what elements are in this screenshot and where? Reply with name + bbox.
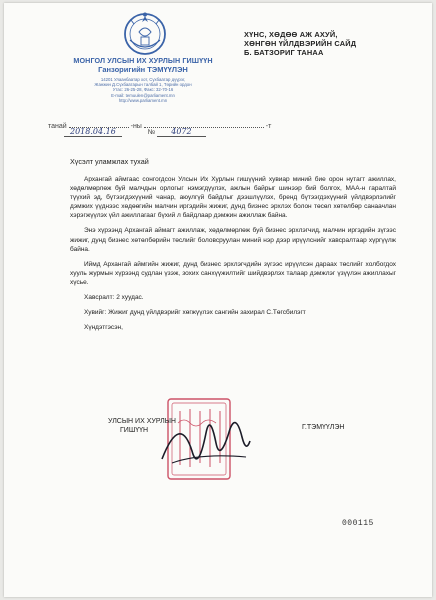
cc-note: Хувийг: Жижиг дунд үйлдвэрийг хөгжүүлэх сангийн захирал С.Төгсбилэгт [84,309,306,317]
body-paragraph-2: Энэ хүрээнд Архангай аймагт ажиллаж, хөдөлмөрлөж буй бизнес эрхлэгчид, малчин иргэдийн зүгээс жижиг, дунд бизнес хөтөлбөрийн төслийг боловсруулан миний нэр дээр ирүүлснийг хавсралтаар хүргүүлж байна. [70,227,396,253]
signatory-title-line1: УЛСЫН ИХ ХУРЛЫН [108,418,176,425]
closing-greeting: Хүндэтгэсэн, [84,324,123,332]
letterhead-email: E-mail: temuulen@parliament.mn [111,92,175,98]
official-stamp-and-signature [150,393,260,493]
letterhead-address2: Жанжин Д.Сүхбаатарын талбай 1, Төрийн ордон [94,82,192,88]
signatory-title-line2: ГИШҮҮН [120,427,149,434]
letterhead [68,57,218,103]
t-label: -т [265,123,272,130]
letter-page [4,3,432,597]
ny-label: -ны [130,123,142,130]
tanai-line [48,123,271,130]
recipient-line1: ХҮНС, ХӨДӨӨ АЖ АХУЙ, [244,30,338,39]
recipient-block [244,30,424,58]
letter-body [70,175,396,338]
letterhead-org: МОНГОЛ УЛСЫН ИХ ХУРЛЫН ГИШҮҮН [73,56,213,65]
state-emblem-icon [122,10,168,56]
recipient-line3: Б. БАТЗОРИГ ТАНАА [244,48,324,58]
letterhead-web: http://www.parliament.mn [118,97,168,103]
letterhead-phone: Утас: 26-25-28, Факс: 32-70-16 [112,87,174,93]
body-paragraph-3: Иймд Архангай аймгийн жижиг, дунд бизнес эрхлэгчдийн зүгээс ирүүлсэн дараах төслийг холбогдох хууль журмын хүрээнд судлан үзэж, зохих санхүүжилтийг шийдвэрлэх талаар дэмжлэг үзүүлэн ажиллахыг хүсье. [70,260,396,286]
signatory-name: Г.ТЭМҮҮЛЭН [302,424,345,431]
recipient-line2: ХӨНГӨН ҮЙЛДВЭРИЙН САЙД [244,39,357,49]
subject-line: Хүсэлт уламжлах тухай [70,157,149,166]
number-sign: № [147,129,156,136]
signatory-title [108,417,176,435]
letterhead-address1: 14201 Улаанбаатар хот, Сүхбаатар дүүрэг, [100,77,186,82]
tanai-label: танай [48,123,67,130]
handwritten-number: 4072 [157,127,205,137]
handwritten-date: 2018.04.16 [64,127,122,137]
body-paragraph-1: Архангай аймгаас сонгогдсон Улсын Их Хурлын гишүүний хувиар миний бие орон нутагт ажиллах, хөдөлмөрлөж буй малчдын орлогыг нэмэгдүүлэх, ажлын байрыг шинээр бий болгох, МАА-н гаралтай түүхий эд, бүтээгдэхүүний чанар, аюулгүй байдлыг дээшлүүлэх, бренд бүтээгдэхүүний үйлдвэрлэлийг дэмжих үүднээс хөдөөгийн малчин иргэдийн жижиг, дунд бизнес эрхлэх болон төсөл хөтөлбөр санаачлан хэрэгжүүлэх үйл ажиллагааг бүхий л байдлаар дэмжин ажиллаж байна. [70,176,396,220]
attachment-note: Хавсралт: 2 хуудас. [84,294,144,302]
serial-number: 000115 [342,519,374,528]
letterhead-name: Ганзоригийн ТЭМҮҮЛЭН [98,65,188,74]
